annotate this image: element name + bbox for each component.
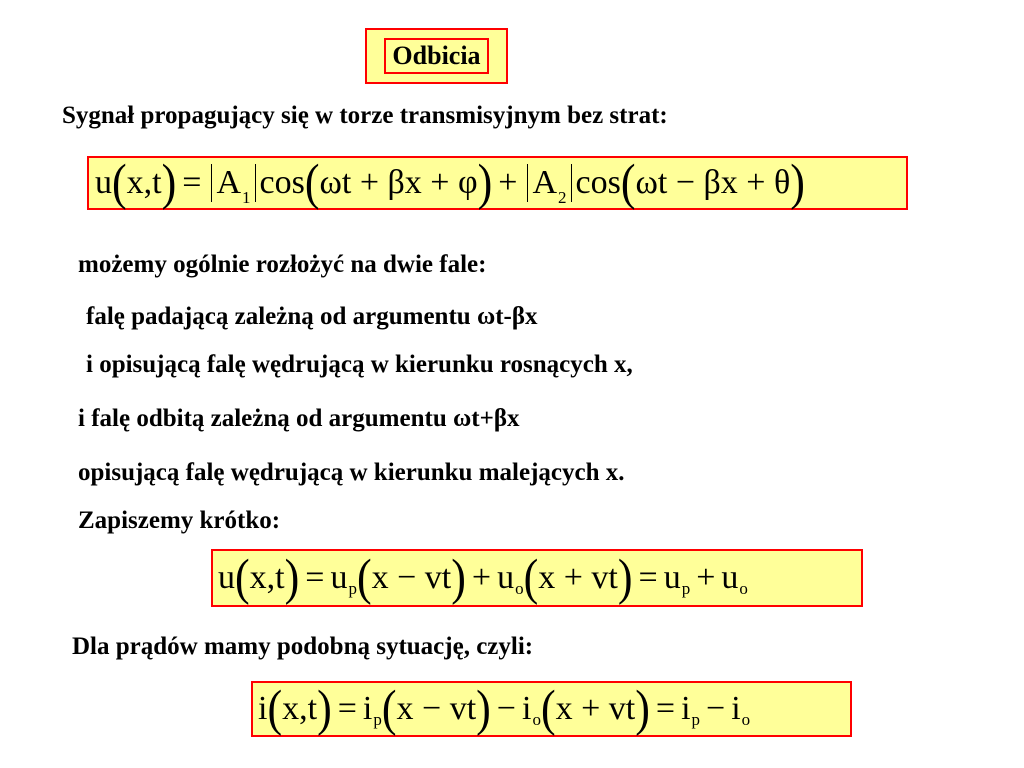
formula3-arg-p: x − vt [396, 690, 477, 727]
paren-close: ) [477, 154, 493, 211]
amplitude-2 [527, 164, 571, 207]
formula1-arg1: ωt + βx + φ [319, 164, 478, 201]
amplitude-1-sub: 1 [242, 188, 251, 207]
formula1-lhs: u [95, 164, 112, 201]
formula3-lhs: i [258, 690, 268, 727]
formula2-up2-sub: p [681, 578, 691, 598]
title-box [365, 28, 508, 84]
paren-open: ( [540, 680, 556, 737]
formula2-uo: u [497, 559, 515, 596]
reflected-wave-text: i falę odbitą zależną od argumentu ωt+βx [78, 405, 520, 432]
formula1-arg2: ωt − βx + θ [635, 164, 791, 201]
formula3-eq2: = [655, 690, 676, 727]
paren-close: ) [451, 549, 466, 606]
formula1-plus: + [498, 164, 518, 201]
formula3-io-sub: o [532, 709, 541, 729]
paren-open: ( [620, 154, 636, 211]
paren-close: ) [476, 680, 491, 737]
formula2-eq2: = [638, 559, 658, 596]
formula3-ip-sub: p [373, 709, 382, 729]
amplitude-2-symbol: A [532, 164, 558, 201]
formula2-plus2: + [696, 559, 716, 596]
paren-open: ( [304, 154, 320, 211]
formula-signal [87, 156, 908, 210]
formula2-up-sub: p [348, 578, 357, 598]
formula3-ip: i [362, 690, 373, 727]
currents-text: Dla prądów mamy podobną sytuację, czyli: [72, 633, 534, 660]
formula3-io2: i [731, 690, 741, 727]
formula3-arg-o: x + vt [555, 690, 636, 727]
formula3-eq1: = [337, 690, 357, 727]
slide-title: Odbicia [384, 38, 488, 74]
formula3-args: x,t [282, 690, 318, 727]
reflected-direction-text: opisującą falę wędrującą w kierunku malejących x. [78, 459, 625, 486]
formula2-plus1: + [471, 559, 492, 596]
amplitude-1-symbol: A [216, 164, 242, 201]
paren-close: ) [617, 549, 633, 606]
paren-close: ) [161, 154, 177, 211]
amplitude-2-sub: 2 [558, 188, 567, 207]
paren-close: ) [317, 680, 332, 737]
paren-open: ( [523, 549, 539, 606]
decompose-text: możemy ogólnie rozłożyć na dwie fale: [78, 251, 487, 278]
formula2-eq1: = [305, 559, 325, 596]
formula2-arg-o: x + vt [538, 559, 618, 596]
formula2-up2: u [663, 559, 681, 596]
paren-open: ( [112, 154, 127, 211]
formula3-minus1: − [496, 690, 516, 727]
formula3-ip2-sub: p [691, 709, 701, 729]
paren-close: ) [635, 680, 650, 737]
formula1-args: x,t [126, 164, 162, 201]
formula3-minus2: − [706, 690, 726, 727]
short-form-text: Zapiszemy krótko: [78, 507, 281, 534]
formula2-uo-sub: o [515, 578, 524, 598]
formula-current [251, 681, 852, 737]
formula1-eq: = [182, 164, 202, 201]
paren-open: ( [356, 549, 372, 606]
formula2-args: x,t [249, 559, 285, 596]
paren-close: ) [284, 549, 300, 606]
formula2-uo2: u [721, 559, 739, 596]
cos-1: cos [259, 164, 305, 201]
formula3-ip2: i [681, 690, 691, 727]
paren-close: ) [790, 154, 805, 211]
paren-open: ( [381, 680, 397, 737]
paren-open: ( [235, 549, 250, 606]
incident-direction-text: i opisującą falę wędrującą w kierunku rosnących x, [86, 351, 633, 378]
formula2-up: u [330, 559, 348, 596]
formula2-uo2-sub: o [739, 578, 748, 598]
formula3-io: i [521, 690, 532, 727]
formula2-arg-p: x − vt [371, 559, 452, 596]
paren-open: ( [267, 680, 283, 737]
cos-2: cos [575, 164, 621, 201]
formula3-io2-sub: o [741, 709, 751, 729]
intro-text: Sygnał propagujący się w torze transmisyjnym bez strat: [62, 102, 668, 129]
formula-voltage [211, 549, 863, 607]
formula2-lhs: u [218, 559, 235, 596]
amplitude-1 [211, 164, 255, 207]
incident-wave-text: falę padającą zależną od argumentu ωt-βx [86, 303, 538, 330]
